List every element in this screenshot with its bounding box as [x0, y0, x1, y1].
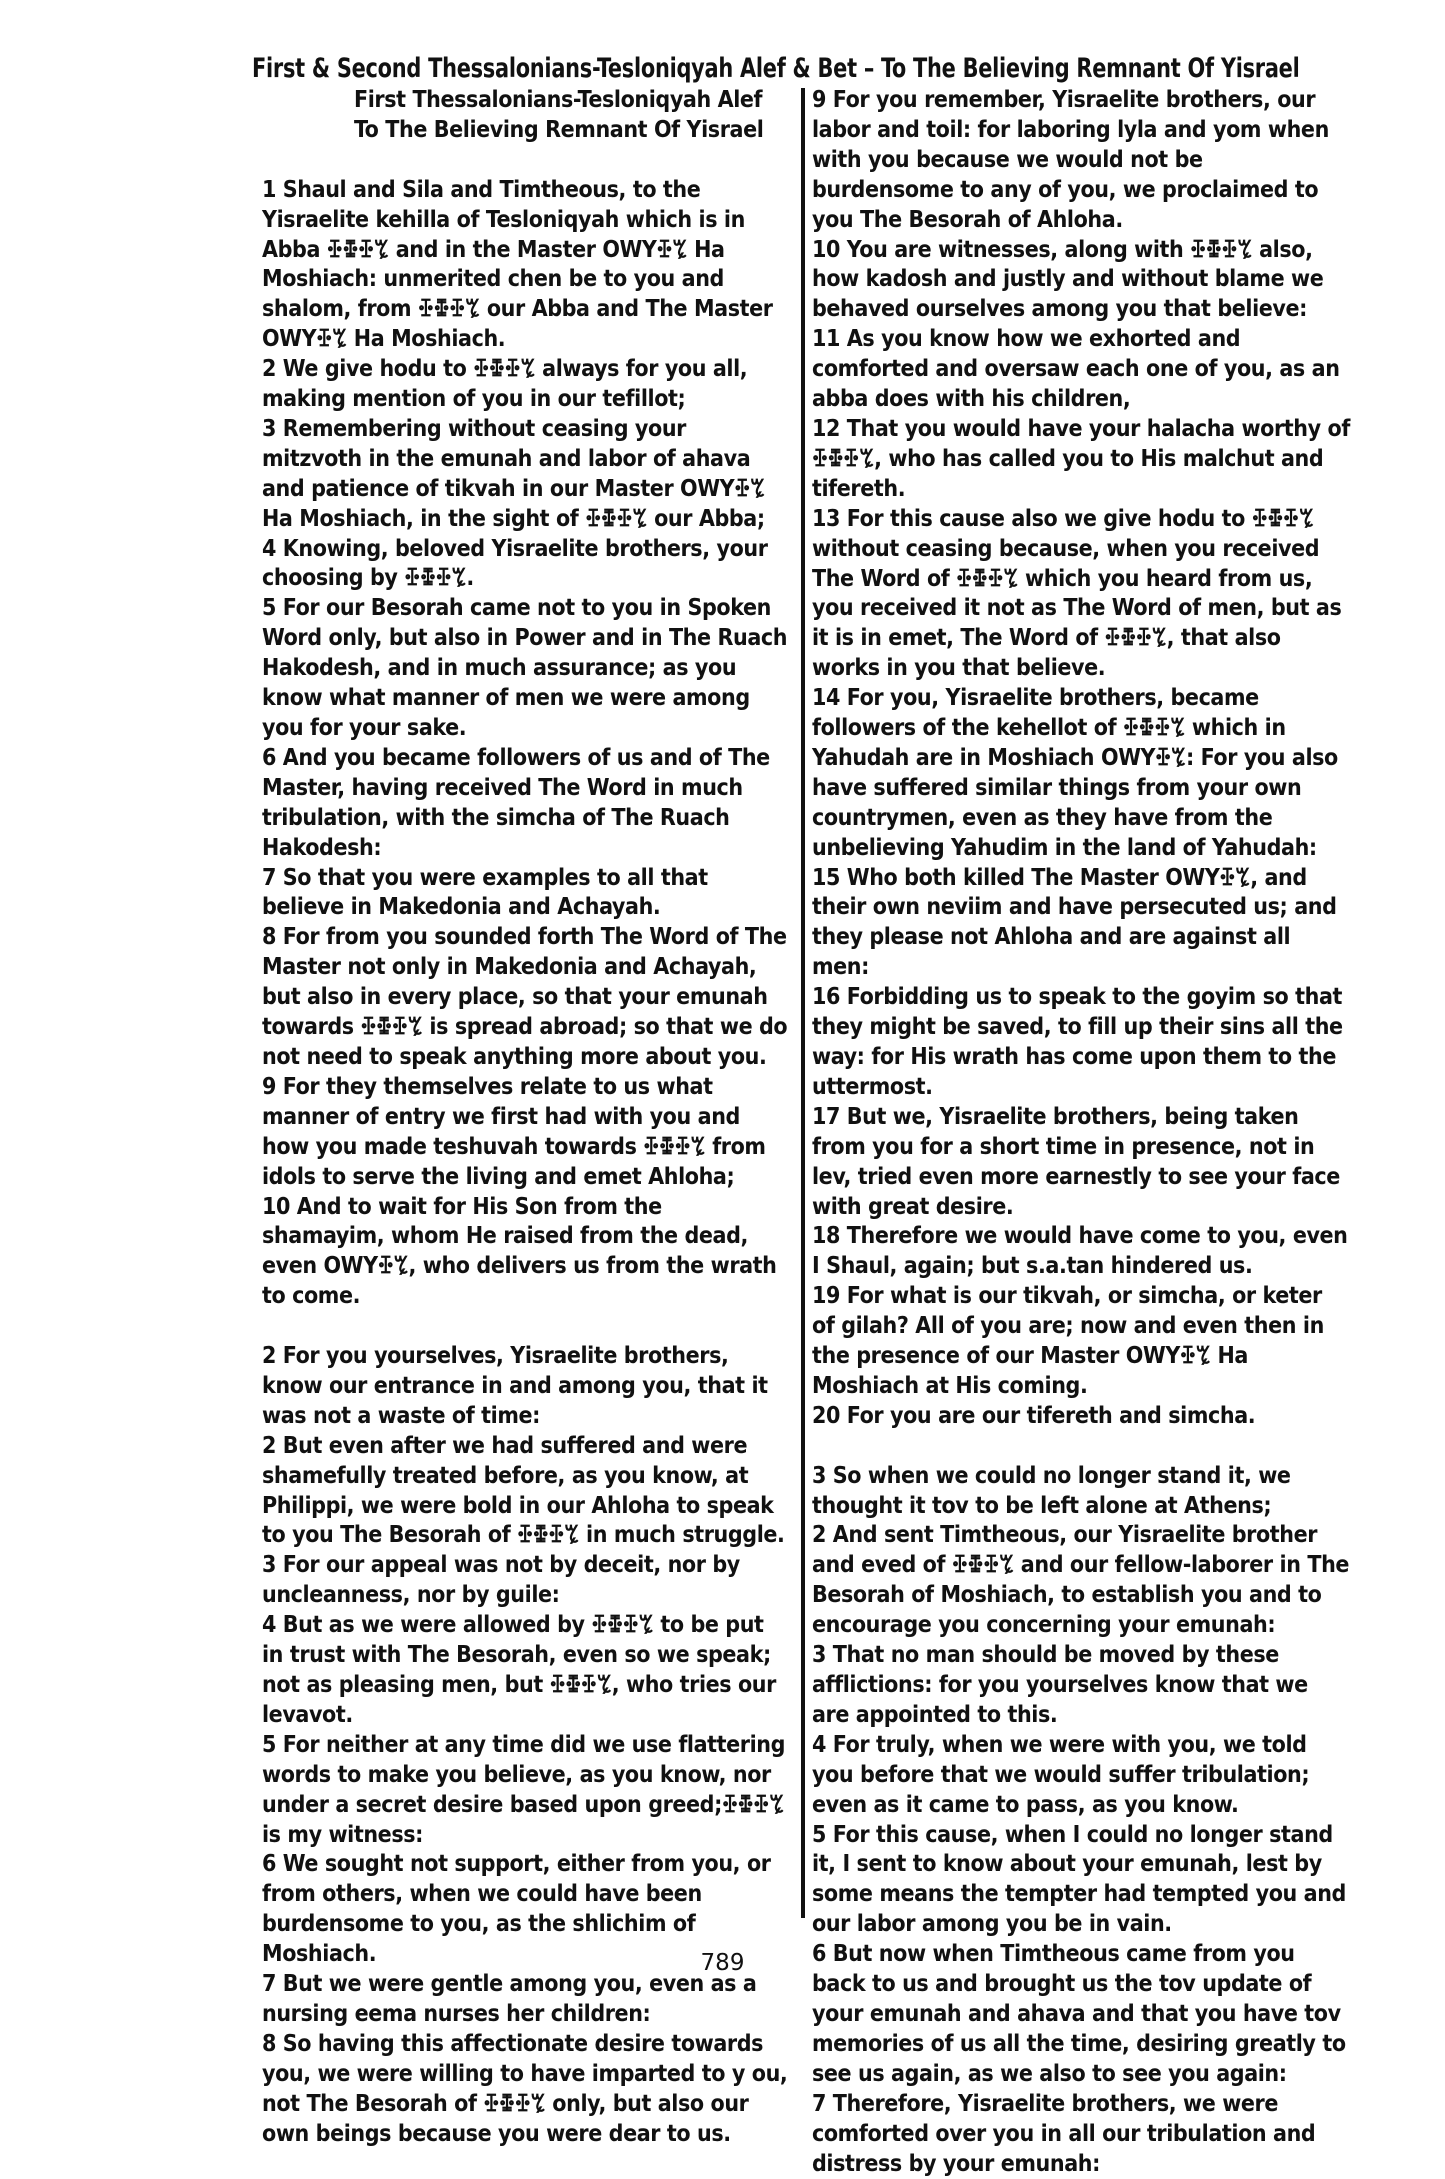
- verse: 8 So having this affectionate desire towards you, we were willing to have imparted to y ou, not The Besorah of ꔀꔁꔀꔂ only, but also our own beings because you were dear to us.: [262, 2030, 788, 2147]
- verse: 7 Therefore, Yisraelite brothers, we were comforted over you in all our tribulation and distress by your emunah:: [812, 2090, 1316, 2177]
- right-column: [812, 86, 1350, 2179]
- verse: 2 For you yourselves, Yisraelite brothers, know our entrance in and among you, that it was not a waste of time:: [262, 1343, 768, 1429]
- verse: 10 You are witnesses, along with ꔀꔁꔀꔂ also, how kadosh and justly and without blame we behaved ourselves among you that believe:: [812, 236, 1324, 323]
- verse: 15 Who both killed The Master OWYꔀꔂ, and their own neviim and have persecuted us; and they please not Ahloha and are against all men:: [812, 864, 1337, 981]
- verse: 9 For you remember, Yisraelite brothers, our labor and toil: for laboring lyla and yom when with you because we would not be burdensome to any of you, we proclaimed to you The Besorah of Ahloha.: [812, 87, 1329, 233]
- book-title-line-1: First Thessalonians-Tesloniqyah Alef: [354, 87, 763, 113]
- verse: 9 For they themselves relate to us what manner of entry we first had with you and how you made teshuvah towards ꔀꔁꔀꔂ from idols to serve the living and emet Ahloha;: [262, 1073, 766, 1190]
- verse: 7 So that you were examples to all that believe in Makedonia and Achayah.: [262, 864, 708, 921]
- verse: 2 But even after we had suffered and were shamefully treated before, as you know, at Philippi, we were bold in our Ahloha to speak to you The Besorah of ꔀꔁꔀꔂ in much struggle.: [262, 1432, 785, 1549]
- verse: 8 For from you sounded forth The Word of The Master not only in Makedonia and Achayah, but also in every place, so that your emunah towards ꔀꔁꔀꔂ is spread abroad; so that we do not need to speak anything more about you.: [262, 924, 788, 1070]
- verse: 20 For you are our tifereth and simcha.: [812, 1402, 1256, 1429]
- verse: 3 Remembering without ceasing your mitzvoth in the emunah and labor of ahava and patience of tikvah in our Master OWYꔀꔂ Ha Moshiach, in the sight of ꔀꔁꔀꔂ our Abba;: [262, 415, 766, 532]
- spacer: [262, 1312, 790, 1342]
- page-header: First & Second Thessalonians-Tesloniqyah Alef & Bet – To The Believing Remnant Of Yisrael: [252, 53, 1300, 84]
- verse: 3 So when we could no longer stand it, we thought it tov to be left alone at Athens;: [812, 1462, 1291, 1519]
- verse: 10 And to wait for His Son from the shamayim, whom He raised from the dead, even OWYꔀꔂ, who delivers us from the wrath to come.: [262, 1193, 777, 1310]
- spacer: [262, 146, 790, 176]
- verse: 12 That you would have your halacha worthy of ꔀꔁꔀꔂ, who has called you to His malchut and tifereth.: [812, 415, 1350, 502]
- verse: 16 Forbidding us to speak to the goyim so that they might be saved, to fill up their sins all the way: for His wrath has come upon them to the uttermost.: [812, 984, 1343, 1100]
- verse: 6 And you became followers of us and of The Master, having received The Word in much tribulation, with the simcha of The Ruach Hakodesh:: [262, 744, 770, 861]
- verse: 1 Shaul and Sila and Timtheous, to the Yisraelite kehilla of Tesloniqyah which is in Abba ꔀꔁꔀꔂ and in the Master OWYꔀꔂ Ha Moshiach: unmerited chen be to you and shalom, from ꔀꔁꔀꔂ our Abba and The Master OWYꔀꔂ Ha Moshiach.: [262, 176, 773, 353]
- verse: 5 For our Besorah came not to you in Spoken Word only, but also in Power and in The Ruach Hakodesh, and in much assurance; as you know what manner of men we were among you for your sake.: [262, 595, 788, 742]
- column-divider: [801, 88, 805, 1918]
- verse: 3 For our appeal was not by deceit, nor by uncleanness, nor by guile:: [262, 1552, 740, 1609]
- verse: 5 For this cause, when I could no longer stand it, I sent to know about your emunah, lest by some means the tempter had tempted you and our labor among you be in vain.: [812, 1821, 1346, 1938]
- verse: 4 Knowing, beloved Yisraelite brothers, your choosing by ꔀꔁꔀꔂ.: [262, 535, 768, 592]
- verse: 14 For you, Yisraelite brothers, became followers of the kehellot of ꔀꔁꔀꔂ which in Yahudah are in Moshiach OWYꔀꔂ: For you also have suffered similar things from your own countrymen, even as they have from the unbelieving Yahudim in the land of Yahudah:: [812, 685, 1338, 861]
- verse: 4 For truly, when we were with you, we told you before that we would suffer tribulation; even as it came to pass, as you know.: [812, 1731, 1310, 1818]
- chapter-2-continued: [812, 86, 1350, 1432]
- left-column: [262, 86, 790, 2150]
- verse: 7 But we were gentle among you, even as a nursing eema nurses her children:: [262, 1971, 757, 2027]
- chapter-2: [262, 1342, 790, 2149]
- verse: 17 But we, Yisraelite brothers, being taken from you for a short time in presence, not in lev, tried even more earnestly to see your face with great desire.: [812, 1103, 1340, 1220]
- verse: 18 Therefore we would have come to you, even I Shaul, again; but s.a.tan hindered us.: [812, 1223, 1348, 1280]
- verse: 6 But now when Timtheous came from you back to us and brought us the tov update of your emunah and ahava and that you have tov memories of us all the time, desiring greatly to see us again, as we also to see you again:: [812, 1941, 1346, 2087]
- verse: 13 For this cause also we give hodu to ꔀꔁꔀꔂ without ceasing because, when you received The Word of ꔀꔁꔀꔂ which you heard from us, you received it not as The Word of men, but as it is in emet, The Word of ꔀꔁꔀꔂ, that also works in you that believe.: [812, 505, 1342, 682]
- verse: 19 For what is our tikvah, or simcha, or keter of gilah? All of you are; now and even then in the presence of our Master OWYꔀꔂ Ha Moshiach at His coming.: [812, 1283, 1324, 1399]
- verse: 2 And sent Timtheous, our Yisraelite brother and eved of ꔀꔁꔀꔂ and our fellow-laborer in The Besorah of Moshiach, to establish you and to encourage you concerning your emunah:: [812, 1522, 1350, 1639]
- book-title-line-2: To The Believing Remnant Of Yisrael: [354, 116, 764, 143]
- chapter-3: [812, 1462, 1350, 2179]
- verse: 5 For neither at any time did we use flattering words to make you believe, as you know, nor under a secret desire based upon greed;ꔀꔁꔀꔂ is my witness:: [262, 1731, 786, 1848]
- verse: 2 We give hodu to ꔀꔁꔀꔂ always for you all, making mention of you in our tefillot;: [262, 356, 748, 413]
- verse: 6 We sought not support, either from you, or from others, when we could have been burdensome to you, as the shlichim of Moshiach.: [262, 1851, 771, 1968]
- verse: 11 As you know how we exhorted and comforted and oversaw each one of you, as an abba does with his children,: [812, 326, 1340, 413]
- verse: 4 But as we were allowed by ꔀꔁꔀꔂ to be put in trust with The Besorah, even so we speak; not as pleasing men, but ꔀꔁꔀꔂ, who tries our levavot.: [262, 1612, 776, 1728]
- page-number: 789: [700, 1950, 745, 1976]
- verse: 3 That no man should be moved by these afflictions: for you yourselves know that we are appointed to this.: [812, 1642, 1308, 1728]
- chapter-1: [262, 176, 790, 1312]
- spacer: [812, 1432, 1350, 1462]
